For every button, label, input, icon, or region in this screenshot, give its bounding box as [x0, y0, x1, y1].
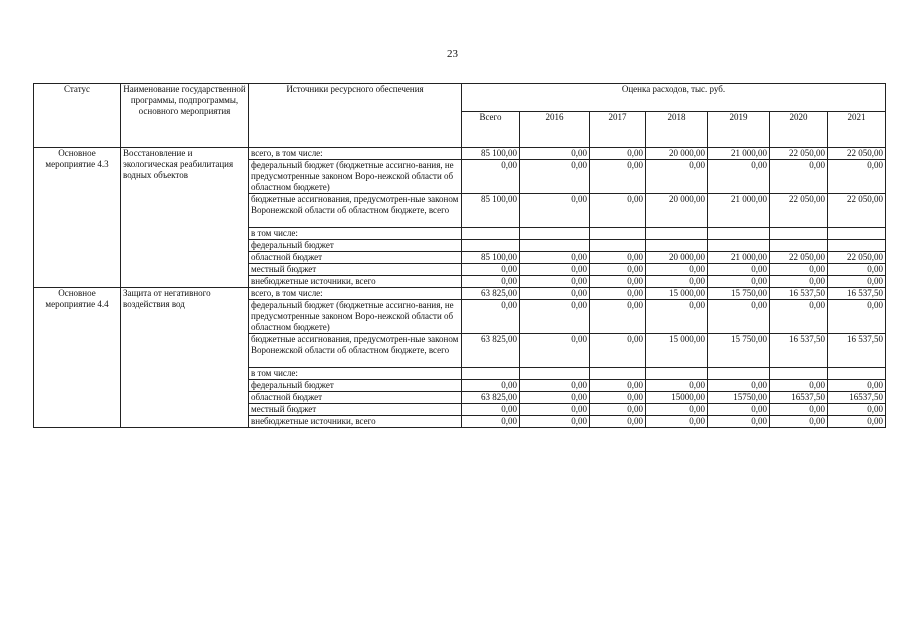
value-cell [462, 228, 520, 240]
page-number: 23 [447, 48, 458, 60]
value-cell: 0,00 [770, 264, 828, 276]
value-cell: 0,00 [590, 148, 646, 160]
value-cell: 16537,50 [770, 392, 828, 404]
value-cell [828, 228, 886, 240]
value-cell: 0,00 [520, 334, 590, 368]
source-cell: в том числе: [249, 368, 462, 380]
source-cell: всего, в том числе: [249, 288, 462, 300]
value-cell: 15 000,00 [646, 288, 708, 300]
value-cell: 22 050,00 [828, 194, 886, 228]
value-cell: 22 050,00 [828, 148, 886, 160]
value-cell: 0,00 [770, 300, 828, 334]
value-cell: 0,00 [520, 300, 590, 334]
source-cell: федеральный бюджет (бюджетные ассигно-вания, не предусмотренные законом Воро-нежской области об областном бюджете) [249, 160, 462, 194]
value-cell: 0,00 [520, 148, 590, 160]
value-cell: 0,00 [828, 380, 886, 392]
value-cell: 0,00 [646, 404, 708, 416]
value-cell: 20 000,00 [646, 148, 708, 160]
value-cell: 0,00 [520, 288, 590, 300]
value-cell [520, 240, 590, 252]
header-sources: Источники ресурсного обеспечения [249, 84, 462, 148]
value-cell [770, 240, 828, 252]
value-cell [770, 228, 828, 240]
value-cell: 0,00 [520, 194, 590, 228]
value-cell: 15 750,00 [708, 288, 770, 300]
value-cell: 0,00 [462, 380, 520, 392]
value-cell: 85 100,00 [462, 148, 520, 160]
value-cell: 15 000,00 [646, 334, 708, 368]
value-cell: 0,00 [520, 264, 590, 276]
value-cell: 0,00 [590, 300, 646, 334]
value-cell: 0,00 [590, 392, 646, 404]
header-year: 2020 [770, 112, 828, 148]
value-cell: 0,00 [590, 288, 646, 300]
value-cell: 0,00 [770, 160, 828, 194]
value-cell: 0,00 [770, 276, 828, 288]
value-cell [770, 368, 828, 380]
value-cell: 15000,00 [646, 392, 708, 404]
value-cell: 0,00 [520, 416, 590, 428]
header-year: Всего [462, 112, 520, 148]
value-cell: 0,00 [520, 404, 590, 416]
value-cell: 63 825,00 [462, 392, 520, 404]
value-cell [828, 240, 886, 252]
value-cell: 0,00 [590, 380, 646, 392]
status-cell: Основное мероприятие 4.3 [34, 148, 121, 288]
value-cell: 21 000,00 [708, 148, 770, 160]
value-cell: 0,00 [462, 276, 520, 288]
value-cell: 0,00 [590, 404, 646, 416]
value-cell: 22 050,00 [770, 194, 828, 228]
value-cell: 16 537,50 [828, 288, 886, 300]
value-cell [520, 368, 590, 380]
value-cell: 0,00 [520, 160, 590, 194]
value-cell: 0,00 [590, 416, 646, 428]
value-cell: 0,00 [646, 160, 708, 194]
value-cell: 0,00 [590, 160, 646, 194]
value-cell: 0,00 [708, 300, 770, 334]
value-cell: 16 537,50 [770, 288, 828, 300]
value-cell: 0,00 [828, 300, 886, 334]
source-cell: областной бюджет [249, 252, 462, 264]
value-cell: 15750,00 [708, 392, 770, 404]
value-cell: 0,00 [828, 160, 886, 194]
value-cell [708, 228, 770, 240]
value-cell: 0,00 [708, 160, 770, 194]
source-cell: федеральный бюджет [249, 380, 462, 392]
value-cell: 0,00 [462, 404, 520, 416]
source-cell: внебюджетные источники, всего [249, 416, 462, 428]
value-cell: 0,00 [520, 276, 590, 288]
value-cell: 63 825,00 [462, 334, 520, 368]
value-cell: 0,00 [590, 264, 646, 276]
header-year: 2019 [708, 112, 770, 148]
value-cell: 0,00 [770, 380, 828, 392]
value-cell: 0,00 [828, 416, 886, 428]
value-cell: 0,00 [646, 276, 708, 288]
value-cell: 0,00 [462, 300, 520, 334]
value-cell: 63 825,00 [462, 288, 520, 300]
value-cell [708, 368, 770, 380]
value-cell: 0,00 [708, 276, 770, 288]
value-cell: 0,00 [828, 276, 886, 288]
value-cell [590, 368, 646, 380]
header-year: 2017 [590, 112, 646, 148]
value-cell: 0,00 [646, 300, 708, 334]
source-cell: бюджетные ассигнования, предусмотрен-ные законом Воронежской области об областном бюджете, всего [249, 194, 462, 228]
source-cell: бюджетные ассигнования, предусмотрен-ные законом Воронежской области об областном бюджете, всего [249, 334, 462, 368]
value-cell [590, 228, 646, 240]
header-year: 2021 [828, 112, 886, 148]
value-cell: 0,00 [770, 416, 828, 428]
value-cell: 0,00 [462, 416, 520, 428]
value-cell: 0,00 [708, 264, 770, 276]
value-cell [590, 240, 646, 252]
value-cell: 85 100,00 [462, 194, 520, 228]
value-cell: 22 050,00 [828, 252, 886, 264]
value-cell [520, 228, 590, 240]
value-cell: 16537,50 [828, 392, 886, 404]
source-cell: федеральный бюджет [249, 240, 462, 252]
program-name-cell: Восстановление и экологическая реабилитация водных объектов [121, 148, 249, 288]
value-cell [462, 368, 520, 380]
value-cell: 0,00 [590, 194, 646, 228]
value-cell: 0,00 [462, 160, 520, 194]
table-row [34, 288, 886, 300]
source-cell: всего, в том числе: [249, 148, 462, 160]
value-cell: 20 000,00 [646, 252, 708, 264]
value-cell: 0,00 [828, 404, 886, 416]
value-cell: 0,00 [708, 380, 770, 392]
program-name-cell: Защита от негативного воздействия вод [121, 288, 249, 428]
value-cell: 0,00 [520, 380, 590, 392]
source-cell: в том числе: [249, 228, 462, 240]
value-cell: 0,00 [462, 264, 520, 276]
source-cell: федеральный бюджет (бюджетные ассигно-вания, не предусмотренные законом Воро-нежской области об областном бюджете) [249, 300, 462, 334]
value-cell: 21 000,00 [708, 194, 770, 228]
value-cell: 85 100,00 [462, 252, 520, 264]
value-cell: 0,00 [646, 264, 708, 276]
value-cell: 21 000,00 [708, 252, 770, 264]
value-cell: 0,00 [646, 380, 708, 392]
value-cell: 0,00 [520, 252, 590, 264]
value-cell [646, 228, 708, 240]
value-cell: 16 537,50 [770, 334, 828, 368]
value-cell [708, 240, 770, 252]
value-cell: 0,00 [590, 334, 646, 368]
value-cell: 22 050,00 [770, 148, 828, 160]
header-estimate: Оценка расходов, тыс. руб. [462, 84, 886, 112]
value-cell: 20 000,00 [646, 194, 708, 228]
table-row [34, 148, 886, 160]
header-year: 2016 [520, 112, 590, 148]
value-cell: 15 750,00 [708, 334, 770, 368]
value-cell: 0,00 [590, 252, 646, 264]
source-cell: местный бюджет [249, 404, 462, 416]
value-cell: 0,00 [770, 404, 828, 416]
value-cell: 22 050,00 [770, 252, 828, 264]
status-cell: Основное мероприятие 4.4 [34, 288, 121, 428]
value-cell: 0,00 [828, 264, 886, 276]
header-year: 2018 [646, 112, 708, 148]
source-cell: местный бюджет [249, 264, 462, 276]
value-cell: 16 537,50 [828, 334, 886, 368]
value-cell [646, 240, 708, 252]
value-cell [828, 368, 886, 380]
resource-table [33, 83, 886, 428]
value-cell: 0,00 [520, 392, 590, 404]
source-cell: областной бюджет [249, 392, 462, 404]
source-cell: внебюджетные источники, всего [249, 276, 462, 288]
value-cell: 0,00 [646, 416, 708, 428]
header-status: Статус [34, 84, 121, 148]
value-cell: 0,00 [708, 404, 770, 416]
value-cell: 0,00 [590, 276, 646, 288]
value-cell [646, 368, 708, 380]
header-name: Наименование государственной программы, подпрограммы, основного мероприятия [121, 84, 249, 148]
value-cell: 0,00 [708, 416, 770, 428]
value-cell [462, 240, 520, 252]
